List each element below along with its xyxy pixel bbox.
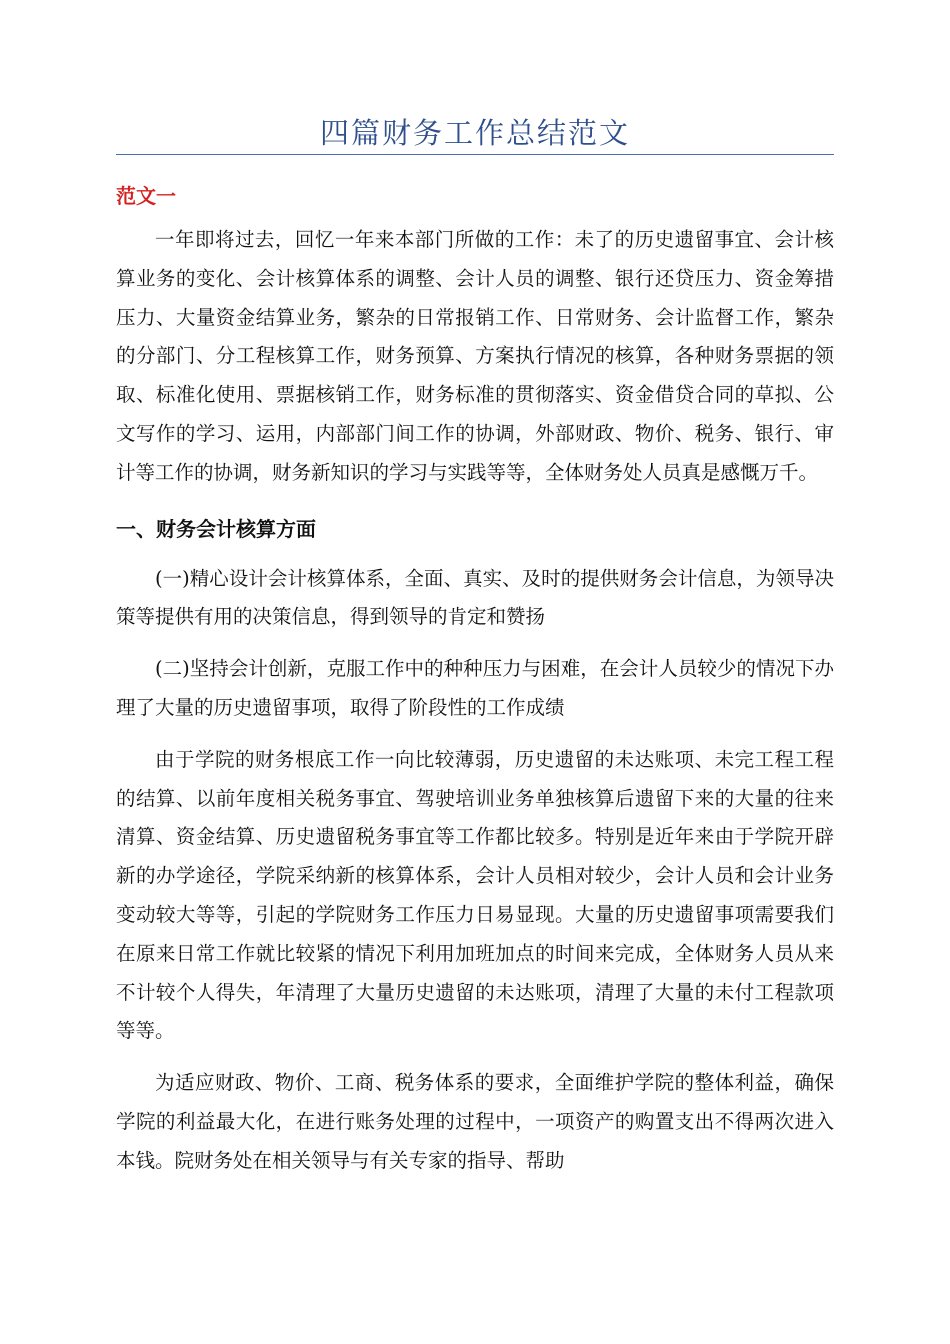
paragraph-adapt: 为适应财政、物价、工商、税务体系的要求，全面维护学院的整体利益，确保学院的利益最大化，在进行账务处理的过程中，一项资产的购置支出不得两次进入本钱。院财务处在相关领导与有关专家的指导、帮助 — [116, 1071, 834, 1172]
paragraph-intro: 一年即将过去，回忆一年来本部门所做的工作：未了的历史遗留事宜、会计核算业务的变化、会计核算体系的调整、会计人员的调整、银行还贷压力、资金筹措压力、大量资金结算业务，繁杂的日常报销工作、日常财务、会计监督工作，繁杂的分部门、分工程核算工作，财务预算、方案执行情况的核算，各种财务票据的领取、标准化使用、票据核销工作，财务标准的贯彻落实、资金借贷合同的草拟、公文写作的学习、运用，内部部门间工作的协调，外部财政、物价、税务、银行、审计等工作的协调，财务新知识的学习与实践等等，全体财务处人员真是感慨万千。 — [116, 228, 834, 484]
heading-accounting: 一、财务会计核算方面 — [116, 516, 316, 541]
item-2-paragraph: (二)坚持会计创新，克服工作中的种种压力与困难，在会计人员较少的情况下办理了大量的历史遗留事项，取得了阶段性的工作成绩 — [116, 657, 834, 719]
document-page — [116, 0, 834, 1181]
paragraph-history: 由于学院的财务根底工作一向比较薄弱，历史遗留的未达账项、未完工程工程的结算、以前年度相关税务事宜、驾驶培训业务单独核算后遗留下来的大量的往来清算、资金结算、历史遗留税务事宜等工作都比较多。特别是近年来由于学院开辟新的办学途径，学院采纳新的核算体系，会计人员相对较少，会计人员和会计业务变动较大等等，引起的学院财务工作压力日易显现。大量的历史遗留事项需要我们在原来日常工作就比较紧的情况下利用加班加点的时间来完成，全体财务人员从来不计较个人得失，年清理了大量历史遗留的未达账项，清理了大量的未付工程款项等等。 — [116, 747, 834, 1043]
document-title: 四篇财务工作总结范文 — [319, 116, 630, 150]
title-underline — [116, 154, 834, 155]
item-1-paragraph: (一)精心设计会计核算体系，全面、真实、及时的提供财务会计信息，为领导决策等提供有用的决策信息，得到领导的肯定和赞扬 — [116, 566, 834, 629]
section-label: 范文一 — [116, 184, 176, 208]
